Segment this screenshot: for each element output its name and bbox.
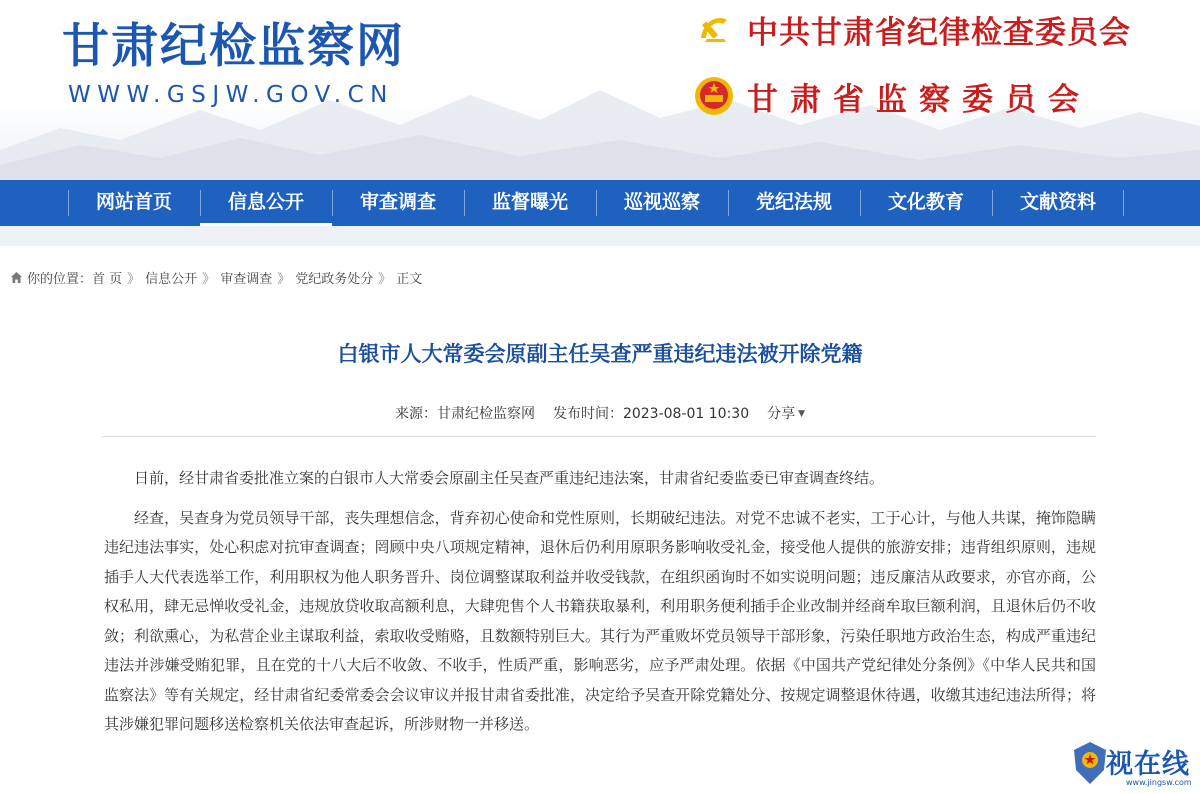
nav-item-review-investigation[interactable]: 审查调查 [332, 180, 464, 226]
article-title: 白银市人大常委会原副主任吴查严重违纪违法被开除党籍 [337, 342, 863, 366]
breadcrumb-prefix: 你的位置： [27, 271, 93, 287]
home-icon [10, 271, 23, 284]
article-paragraph: 经查，吴查身为党员领导干部，丧失理想信念，背弃初心使命和党性原则，长期破纪违法。对党不忠诚不老实，工于心计，与他人共谋，掩饰隐瞒违纪违法事实，处心积虑对抗审查调查；罔顾中央八项规定精神，退休后仍利用原职务影响收受礼金，接受他人提供的旅游安排；违背组织原则，违规插手人大代表选举工作，利用职权为他人职务晋升、岗位调整谋取利益并收受钱款，在组织函询时不如实说明问题；违反廉洁从政要求，亦官亦商，公权私用，肆无忌惮收受礼金，违规放贷收取高额利息，大肆兜售个人书籍获取暴利，利用职务便利插手企业改制并经商牟取巨额利润，且退休后仍不收敛；利欲熏心，为私营企业主谋取利益，索取收受贿赂，且数额特别巨大。其行为严重败坏党员领导干部形象，污染任职地方政治生态，构成严重违纪违法并涉嫌受贿犯罪，且在党的十八大后不收敛、不收手，性质严重，影响恶劣，应予严肃处理。依据《中国共产党纪律处分条例》《中华人民共和国监察法》等有关规定，经甘肃省纪委常委会会议审议并报甘肃省委批准，决定给予吴查开除党籍处分、按规定调整退休待遇，收缴其违纪违法所得；将其涉嫌犯罪问题移送检察机关依法审查起诉，所涉财物一并移送。 [104, 508, 1096, 733]
breadcrumb-info-disclosure[interactable]: 信息公开 [145, 271, 198, 287]
site-url: WWW.GSJW.GOV.CN [68, 82, 394, 108]
breadcrumb-home[interactable]: 首 页 [92, 271, 123, 287]
article-publish-time: 发布时间：2023-08-01 10:30 [552, 406, 750, 422]
national-emblem-icon [693, 75, 735, 117]
nav-item-info-disclosure[interactable]: 信息公开 [200, 180, 332, 226]
nav-item-home[interactable]: 网站首页 [68, 180, 200, 226]
breadcrumb-separator: 》 [277, 271, 291, 287]
watermark [1062, 740, 1200, 794]
article-meta [0, 402, 1200, 426]
nav-item-supervision-exposure[interactable]: 监督曝光 [464, 180, 596, 226]
breadcrumb-current: 正文 [396, 271, 423, 287]
breadcrumb-review-investigation[interactable]: 审查调查 [220, 271, 273, 287]
share-label: 分享 [767, 406, 796, 422]
nav-item-regulations[interactable]: 党纪法规 [728, 180, 860, 226]
article-body [104, 464, 1096, 750]
nav-item-inspection[interactable]: 巡视巡察 [596, 180, 728, 226]
org-secondary [693, 71, 1091, 121]
site-title[interactable]: 甘肃纪检监察网 [62, 19, 405, 74]
nav-item-documents[interactable]: 文献资料 [992, 180, 1124, 226]
nav-items [68, 180, 1124, 226]
org-primary [693, 4, 1131, 54]
nav-item-culture-education[interactable]: 文化教育 [860, 180, 992, 226]
watermark-url: www.jingsw.com [1126, 778, 1192, 787]
article-paragraph: 日前，经甘肃省委批准立案的白银市人大常委会原副主任吴查严重违纪违法案，甘肃省纪委监委已审查调查终结。 [134, 469, 885, 487]
org-primary-name: 中共甘肃省纪律检查委员会 [747, 14, 1131, 51]
article-source: 来源：甘肃纪检监察网 [394, 406, 535, 422]
nav-subbar [0, 226, 1200, 246]
org-secondary-name: 甘肃省监察委员会 [747, 81, 1091, 118]
main-nav [0, 180, 1200, 226]
breadcrumb-discipline-penalty[interactable]: 党纪政务处分 [295, 271, 374, 287]
breadcrumb-separator: 》 [378, 271, 392, 287]
breadcrumb-separator: 》 [202, 271, 216, 287]
site-header [0, 0, 1200, 180]
chevron-down-icon: ▼ [798, 409, 806, 419]
share-button[interactable] [767, 406, 805, 422]
breadcrumb-separator: 》 [127, 271, 141, 287]
party-emblem-icon [693, 8, 735, 50]
watermark-text: 视在线 [1106, 749, 1190, 780]
breadcrumb [10, 266, 422, 288]
meta-divider [102, 436, 1096, 437]
